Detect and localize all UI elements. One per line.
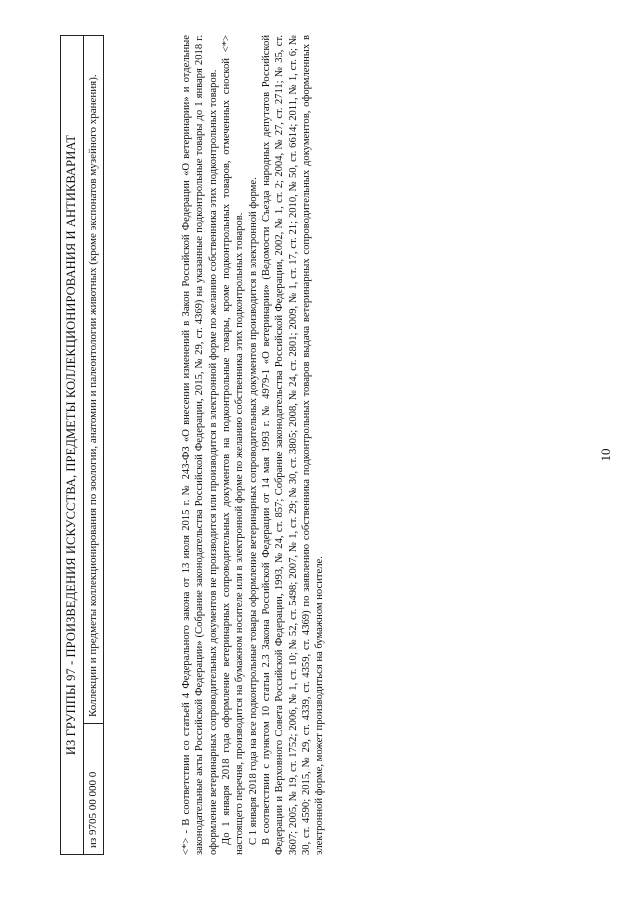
group-title: ИЗ ГРУППЫ 97 - ПРОИЗВЕДЕНИЯ ИСКУССТВА, ПРЕДМЕТЫ КОЛЛЕКЦИОНИРОВАНИЯ И АНТИКВАРИАТ xyxy=(61,36,84,855)
page-number: 10 xyxy=(598,448,613,462)
note-paragraph: В соответствии с пунктом 10 статьи 2.3 Закона Российской Федерации от 14 мая 1993 г. № 4979-1 «О ветеринарии» (Ведомости Съезда народных депутатов Российской Федерации и Верховного Совета Российской Федерации, 1993, № 24, ст. 857; Собрание законодательства Российской Федерации, 2002, № 1, ст. 2; 2004, № 27, ст. 2711; № 35, ст. 3607; 2005, № 19, ст. 1752; 2006, № 1, ст. 10; № 52, ст. 5498; 2007, № 1, ст. 29; № 30, ст. 3805; 2008, № 24, ст. 2801; 2009, № 1, ст. 17, ст. 21; 2010, № 50, ст. 6614; 2011, № 1, ст. 6; № 30, ст. 4590; 2015, № 29, ст. 4339, ст. 4359, ст. 4369) по заявлению собственника подконтрольных товаров выдача ветеринарных сопроводительных документов, оформленных в электронной форме, может производиться на бумажном носителе. xyxy=(261,35,326,855)
footnote-asterisk: <*> - В соответствии со статьей 4 Федерального закона от 13 июля 2015 г. № 243-ФЗ «О внесении изменений в Закон Российской Федерации «О ветеринарии» и отдельные законодательные акты Российской Федерации» (Собрание законодательства Российской Федерации, 2015, № 29, ст. 4369) на указанные подконтрольные товары до 1 января 2018 г. оформление ветеринарных сопроводительных документов не производится или производится в электронной форме по желанию собственника этих подконтрольных товаров. xyxy=(181,35,219,855)
product-table xyxy=(60,35,104,855)
group-header-row xyxy=(61,36,84,855)
table-row xyxy=(83,36,104,855)
note-paragraph: С 1 января 2018 года на все подконтрольные товары оформление ветеринарных сопроводительных документов производится в электронной форме. xyxy=(247,177,259,845)
rotated-page xyxy=(30,20,613,885)
product-description: Коллекции и предметы коллекционирования по зоологии, анатомии и палеонтологии животных (кроме экспонатов музейного хранения). xyxy=(83,36,104,724)
footnotes xyxy=(180,35,327,855)
note-paragraph: До 1 января 2018 года оформление ветеринарных сопроводительных документов на подконтрольные товары, кроме подконтрольных товаров, отмеченных сноской <*> настоящего перечня, производится на бумажном носителе или в электронной форме по желанию собственника этих подконтрольных товаров. xyxy=(221,35,246,855)
tnved-code: из 9705 00 000 0 xyxy=(83,724,104,855)
